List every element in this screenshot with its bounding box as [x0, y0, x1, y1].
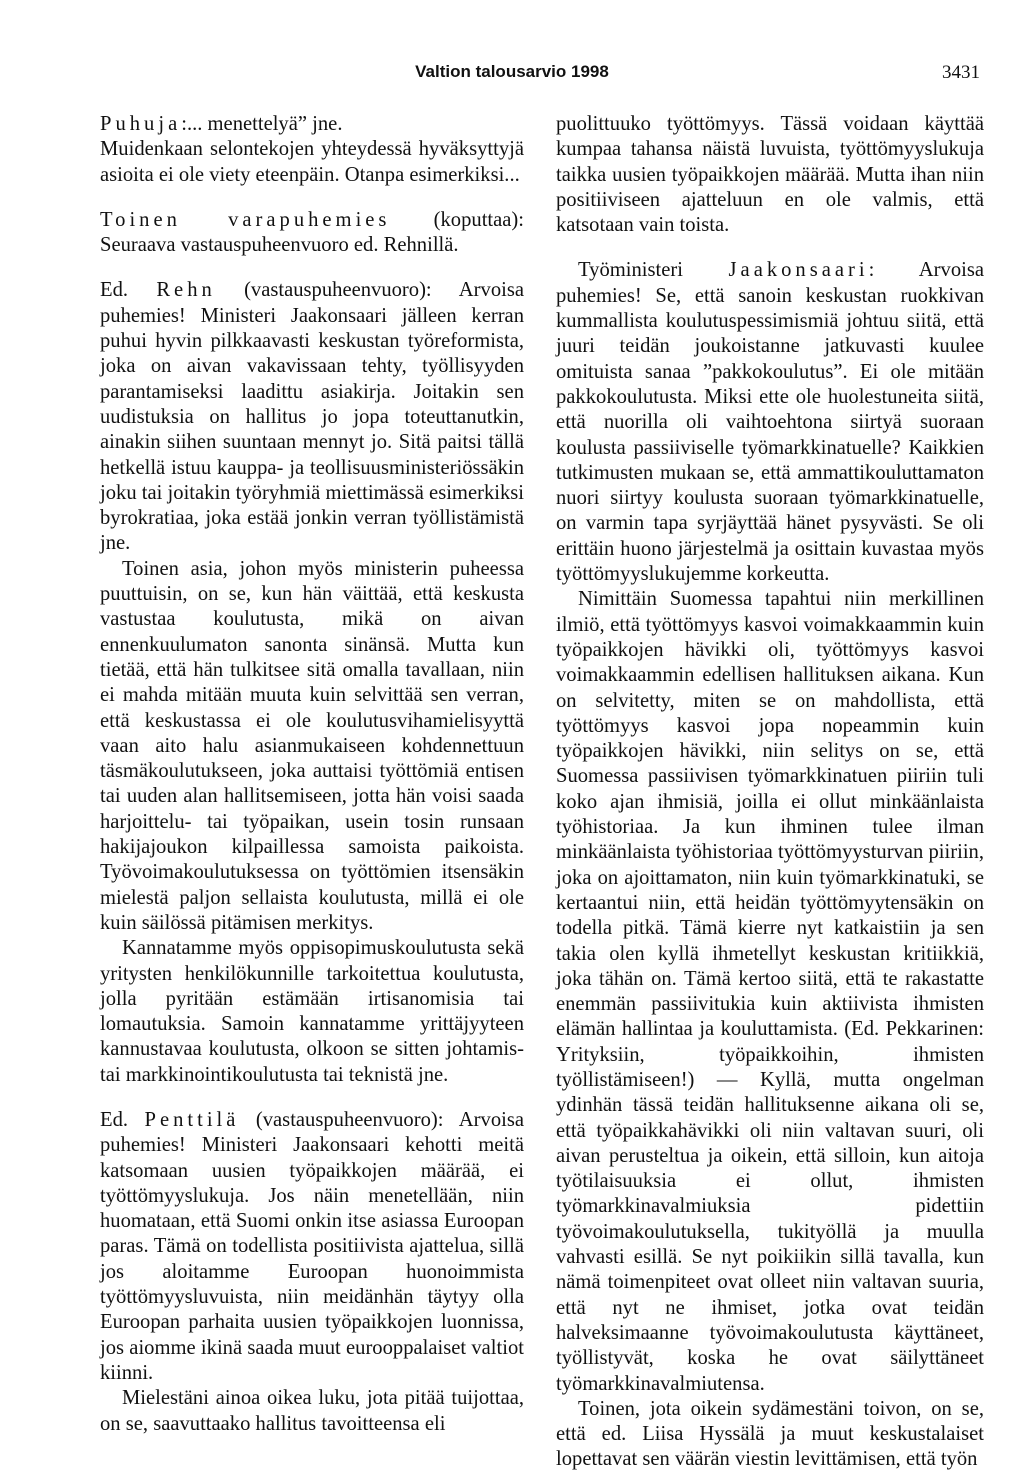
paragraph-speaker-rehn — [100, 278, 524, 556]
paragraph-text: (vastauspuheenvuoro): Arvoisa puhemies! Ministeri Jaakonsaari jälleen kerran puhui hyvin pilkkaavasti keskustan työreformista, joka on aivan vakavissaan tehty, työllisyyden parantamiseksi laadittu asiakirja. Joitakin sen uudistuksia on hallitus jo jopa toteuttanutkin, ainakin siihen suuntaan mennyt jo. Sitä paitsi tällä hetkellä istuu kauppa- ja teollisuusministeriössäkin joku tai joitakin työryhmiä miettimässä esimerkiksi byrokratiaa, joka estää jonkin verran työllistämistä jne. — [100, 279, 524, 555]
paragraph-text: (vastauspuheenvuoro): Arvoisa puhemies! Ministeri Jaakonsaari kehotti meitä katsomaan uusien työpaikkojen määrää, ei työttömyyslukuja. Jos näin menetellään, niin huomataan, että Suomi onkin itse asiassa Euroopan paras. Tämä on todellista positiivista ajattelua, sillä jos aloitamme Euroopan huonoimmista työttömyysluvuista, niin meidänhän täytyy olla Euroopan parhaita uusien työpaikkojen luonnissa, jos aiomme ikinä saada muut eurooppalaiset valtiot kiinni. — [100, 1108, 524, 1384]
speaker-prefix: Ed. — [100, 279, 157, 302]
right-column — [556, 112, 984, 1473]
paragraph: Nimittäin Suomessa tapahtui niin merkillinen ilmiö, että työttömyys kasvoi voimakkaammin kuin työpaikkojen hävikki oli, työttömyys kasvoi voimakkaammin edellisen hallituksen aikana. Kun on selvitetty, miten se on mahdollista, että työttömyys kasvoi jopa nopeammin kuin työpaikkojen hävikki, niin selitys on se, että Suomessa passiivisen työmarkkinatuen piiriin tuli koko ajan ihmisiä, joilla ei ollut minkäänlaista työhistoriaa. Ja kun ihminen tulee ilman minkäänlaista työhistoriaa työttömyysturvan piiriin, joka on ajoittamaton, niin kuin työmarkkinatuki, se kertaantui niin, että heidän työttömyytensäkin on todella pitkä. Tämä kierre nyt katkaistiin ja sen takia olen kyllä ihmetellyt keskustan kritiikkiä, joka tähän on. Tämä kertoo siitä, että te rakastatte enemmän passiivitukia kuin aktiivista ihmisten elämän hallintaa ja kouluttamista. (Ed. Pekkarinen: Yrityksiin, työpaikkoihin, ihmisten työllistämiseen!) — Kyllä, mutta ongelman ydinhän tässä teidän hallituksenne aikana oli se, että työpaikkahävikki oli niin valtavan suuri, oli aivan perusteltua ja oikein, että silloin, kun aitoja työtilaisuuksia ei ollut, ihmisten työmarkkinavalmiuksia pidettiin työvoimakoulutuksella, tukityöllä ja muulla vahvasti esillä. Se nyt poikiikin sillä tavalla, kun nämä toimenpiteet ovat olleet niin valtavan suuria, että nyt ne ihmiset, jotka ovat teidän halveksimaanne työvoimakoulutusta käyttäneet, työllistyvät, koska he ovat säilyttäneet työmarkkinavalmiutensa. — [556, 588, 984, 1395]
left-column — [100, 112, 524, 1437]
speaker-prefix: Työministeri — [578, 259, 729, 282]
speaker-name: Toinen varapuhemies — [100, 208, 391, 231]
paragraph: Muidenkaan selontekojen yhteydessä hyväksyttyjä asioita ei ole viety eteenpäin. Otanpa esimerkiksi... — [100, 138, 524, 186]
speaker-name: Penttilä — [144, 1108, 240, 1131]
paragraph-speaker-varapuhemies — [100, 208, 524, 259]
paragraph: Toinen asia, johon myös ministerin puheessa puuttuisin, on se, kun hän väittää, että keskusta vastustaa koulutusta, mikä on aivan ennenkuulumaton sanonta sinänsä. Mutta kun tietää, että hän tulkitsee sitä omalla tavallaan, niin ei mahda mitään muuta kuin selvittää sen verran, että keskustassa ei ole koulutusvihamielisyyttä vaan aito halu asianmukaiseen kohdennettuun täsmäkoulutukseen, joka auttaisi työttömiä entisen tai uuden alan hallitsemiseen, jotta hän voisi saada harjoittelu- tai työpaikan, usein tosin runsaan hakijajoukon kilpaillessa samoista paikoista. Työvoimakoulutuksessa on työttömien itsensäkin mielestä paljon sellaista koulutusta, millä ei ole kuin säilössä pitämisen merkitys. — [100, 557, 524, 934]
paragraph-text: :... menettelyä” jne. — [181, 113, 343, 135]
speaker-name: Puhuja — [100, 113, 182, 135]
paragraph-speaker-penttila — [100, 1108, 524, 1386]
speaker-name: Jaakonsaari — [728, 259, 869, 282]
paragraph-text: (koputtaa): Seuraava vastauspuheenvuoro ed. Rehnillä. — [100, 208, 524, 257]
paragraph-speaker-jaakonsaari — [556, 258, 984, 587]
speaker-name: Rehn — [156, 279, 216, 302]
paragraph: puolittuuko työttömyys. Tässä voidaan käyttää kumpaa tahansa näistä luvuista, työttömyyslukuja taikka uusien työpaikkojen määrää. Mutta ihan niin positiiviseen ajatteluun en ole valmis, että katsotaan vain toista. — [556, 113, 984, 237]
page-number: 3431 — [942, 62, 980, 83]
paragraph: Mielestäni ainoa oikea luku, jota pitää tuijottaa, on se, saavuttaako hallitus tavoitteensa eli — [100, 1387, 524, 1435]
page-header-title: Valtion talousarvio 1998 — [415, 62, 609, 81]
speaker-prefix: Ed. — [100, 1108, 145, 1131]
paragraph: Toinen, jota oikein sydämestäni toivon, on se, että ed. Liisa Hyssälä ja muut keskustalaiset lopettavat sen väärän viestin levittämisen, että työn — [556, 1397, 984, 1471]
paragraph: Kannatamme myös oppisopimuskoulutusta sekä yritysten henkilökunnille tarkoitettua koulutusta, jolla pyritään estämään irtisanomisia tai lomautuksia. Samoin kannatamme yrittäjyyteen kannustavaa koulutusta, olkoon se sitten johtamis- tai markkinointikoulutusta tai teknistä jne. — [100, 937, 524, 1086]
paragraph-speaker-puhuja — [100, 112, 524, 137]
paragraph-text: : Arvoisa puhemies! Se, että sanoin keskustan ruokkivan kummallista koulutuspessimismiä johtuu siitä, että juuri teidän joukoistanne jatkuvasti kuulee omituista sanaa ”pakkokoulutus”. Ei ole mitään pakkokoulutusta. Miksi ette ole huolestuneita siitä, että nuorilla oli vaihtoehtona siirtyä suoraan koulusta passiiviselle työmarkkinatuelle? Kaikkien tutkimusten mukaan se, että ammattikouluttamaton nuori siirtyy koulusta suoraan työmarkkinatuelle, on varmin tapa syrjäyttää hänet pysyvästi. Se oli erittäin huono järjestelmä ja osittain kuvastaa myös työttömyyslukujemme korkeutta. — [556, 259, 984, 586]
